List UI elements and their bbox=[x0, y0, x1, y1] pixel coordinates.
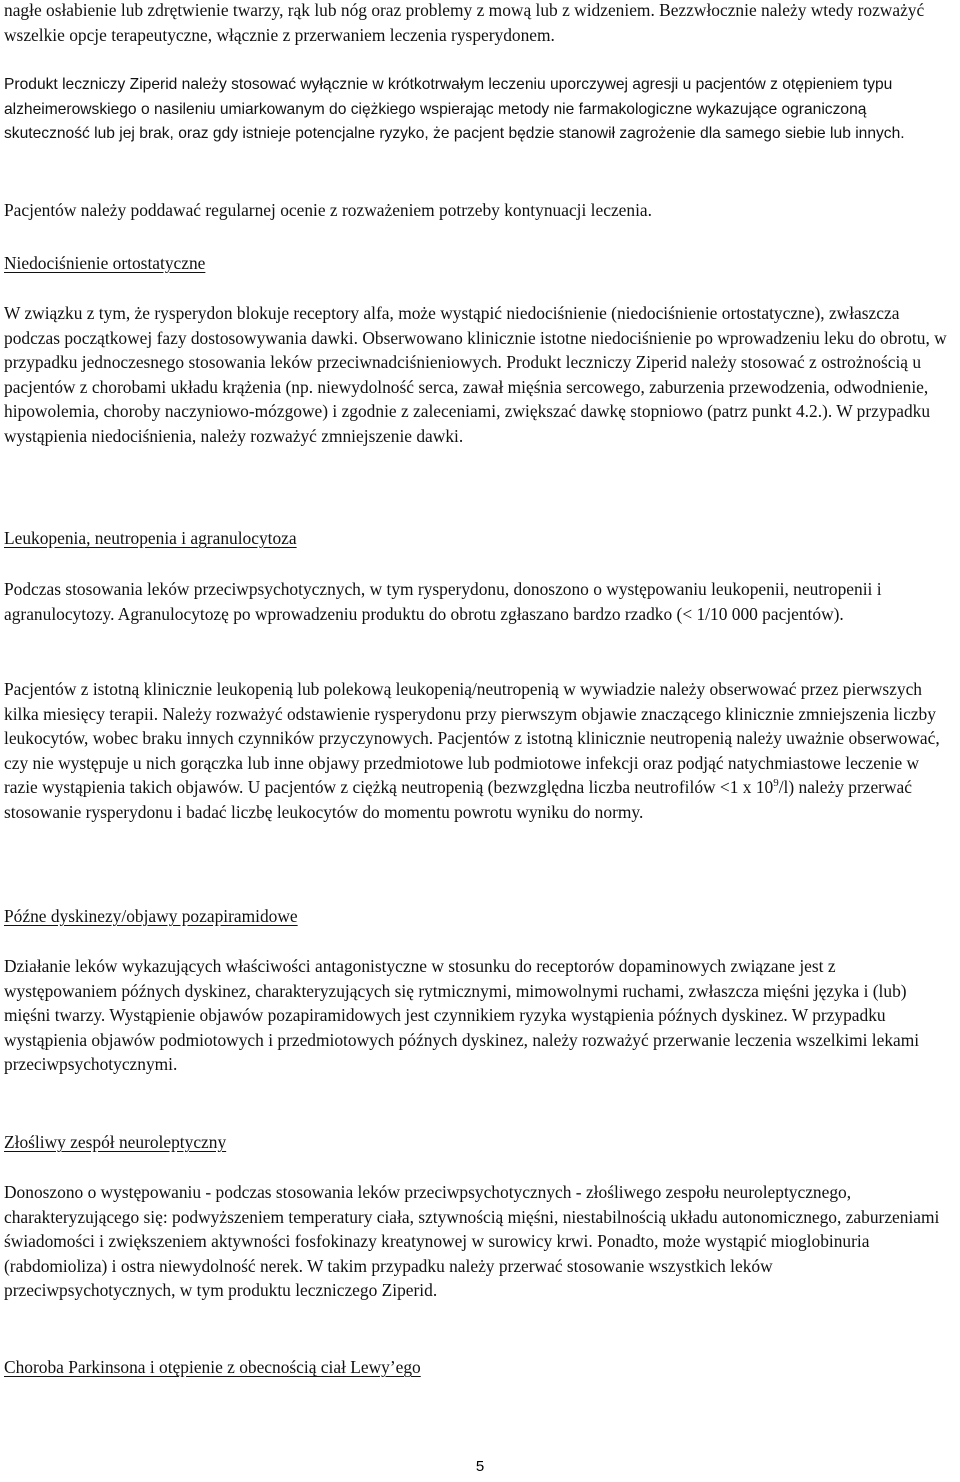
paragraph-intro-continuation: nagłe osłabienie lub zdrętwienie twarzy, rąk lub nóg oraz problemy z mową lub z widzeniem. Bezzwłocznie należy wtedy rozważyć wszelkie opcje terapeutyczne, włącznie z przerwaniem leczenia rysperydonem. bbox=[4, 0, 925, 45]
heading-leukopenia: Leukopenia, neutropenia i agranulocytoza bbox=[4, 528, 297, 548]
paragraph-orthostatic-hypotension: W związku z tym, że rysperydon blokuje receptory alfa, może wystąpić niedociśnienie (niedociśnienie ortostatyczne), zwłaszcza podczas początkowej fazy dostosowywania dawki. Obserwowano klinicznie istotne niedociśnienie po wprowadzeniu leku do obrotu, w przypadku jednoczesnego stosowania leków przeciwnadciśnieniowych. Produkt leczniczy Ziperid należy stosować z ostrożnością u pacjentów z chorobami układu krążenia (np. niewydolność serca, zawał mięśnia sercowego, zaburzenia przewodzenia, odwodnienie, hipowolemia, choroby naczyniowo-mózgowe) i zgodnie z zaleceniami, zwiększać dawkę stopniowo (patrz punkt 4.2.). W przypadku wystąpienia niedociśnienia, należy rozważyć zmniejszenie dawki. bbox=[4, 303, 947, 446]
paragraph-tardive-dyskinesia: Działanie leków wykazujących właściwości antagonistyczne w stosunku do receptorów dopaminowych związane jest z występowaniem późnych dyskinez, charakteryzujących się rytmicznymi, mimowolnymi ruchami, zwłaszcza mięśni języka i (lub) mięśni twarzy. Wystąpienie objawów pozapiramidowych jest czynnikiem ryzyka wystąpienia późnych dyskinez. W przypadku wystąpienia objawów podmiotowych i przedmiotowych późnych dyskinez, należy rozważyć przerwanie leczenia wszelkimi lekami przeciwpsychotycznymi. bbox=[4, 956, 920, 1075]
paragraph-leukopenia-reports: Podczas stosowania leków przeciwpsychotycznych, w tym rysperydonu, donoszono o występowaniu leukopenii, neutropenii i agranulocytozy. Agranulocytozę po wprowadzeniu produktu do obrotu zgłaszano bardzo rzadko (< 1/10 000 pacjentów). bbox=[4, 579, 882, 624]
leukopenia-text-b: /l) należy przerwać stosowanie rysperydonu i badać liczbę leukocytów do momentu powrotu wyniku do normy. bbox=[4, 777, 912, 822]
exponent: 9 bbox=[773, 777, 779, 790]
page-number: 5 bbox=[475, 1458, 485, 1475]
paragraph-ziperid-indication: Produkt leczniczy Ziperid należy stosować wyłącznie w krótkotrwałym leczeniu uporczywej agresji u pacjentów z otępieniem typu alzheimerowskiego o nasileniu umiarkowanym do ciężkiego wspierając metody nie farmakologiczne wykazujące ograniczoną skuteczność lub jej brak, oraz gdy istnieje potencjalne ryzyko, że pacjent będzie stanowił zagrożenie dla samego siebie lub innych. bbox=[4, 76, 905, 143]
heading-orthostatic-hypotension: Niedociśnienie ortostatyczne bbox=[4, 253, 206, 273]
leukopenia-text-a: Pacjentów z istotną klinicznie leukopenią lub polekową leukopenią/neutropenią w wywiadzie należy obserwować przez pierwszych kilka miesięcy terapii. Należy rozważyć odstawienie rysperydonu przy pierwszym objawie znaczącego klinicznie zmniejszenia liczby leukocytów, wobec braku innych czynników przyczynowych. Pacjentów z istotną klinicznie neutropenią należy uważnie obserwować, czy nie występuje u nich gorączka lub inne objawy przedmiotowe lub podmiotowe infekcji oraz podjąć natychmiastowe leczenie w razie wystąpienia takich objawów. U pacjentów z ciężką neutropenią (bezwzględna liczba neutrofilów <1 x 10 bbox=[4, 679, 940, 798]
heading-parkinson-lewy-body: Choroba Parkinsona i otępienie z obecnością ciał Lewy’ego bbox=[4, 1357, 421, 1377]
paragraph-leukopenia-monitoring bbox=[4, 677, 948, 825]
paragraph-regular-assessment: Pacjentów należy poddawać regularnej ocenie z rozważeniem potrzeby kontynuacji leczenia. bbox=[4, 200, 652, 220]
heading-tardive-dyskinesia: Późne dyskinezy/objawy pozapiramidowe bbox=[4, 906, 298, 926]
paragraph-neuroleptic-malignant-syndrome: Donoszono o występowaniu - podczas stosowania leków przeciwpsychotycznych - złośliwego zespołu neuroleptycznego, charakteryzującego się: podwyższeniem temperatury ciała, sztywnością mięśni, niestabilnością układu autonomicznego, zaburzeniami świadomości i zwiększeniem aktywności fosfokinazy kreatynowej w surowicy krwi. Ponadto, może wystąpić mioglobinuria (rabdomioliza) i ostra niewydolność nerek. W takim przypadku należy przerwać stosowanie wszystkich leków przeciwpsychotycznych, w tym produktu leczniczego Ziperid. bbox=[4, 1182, 940, 1301]
heading-neuroleptic-malignant-syndrome: Złośliwy zespół neuroleptyczny bbox=[4, 1132, 227, 1152]
